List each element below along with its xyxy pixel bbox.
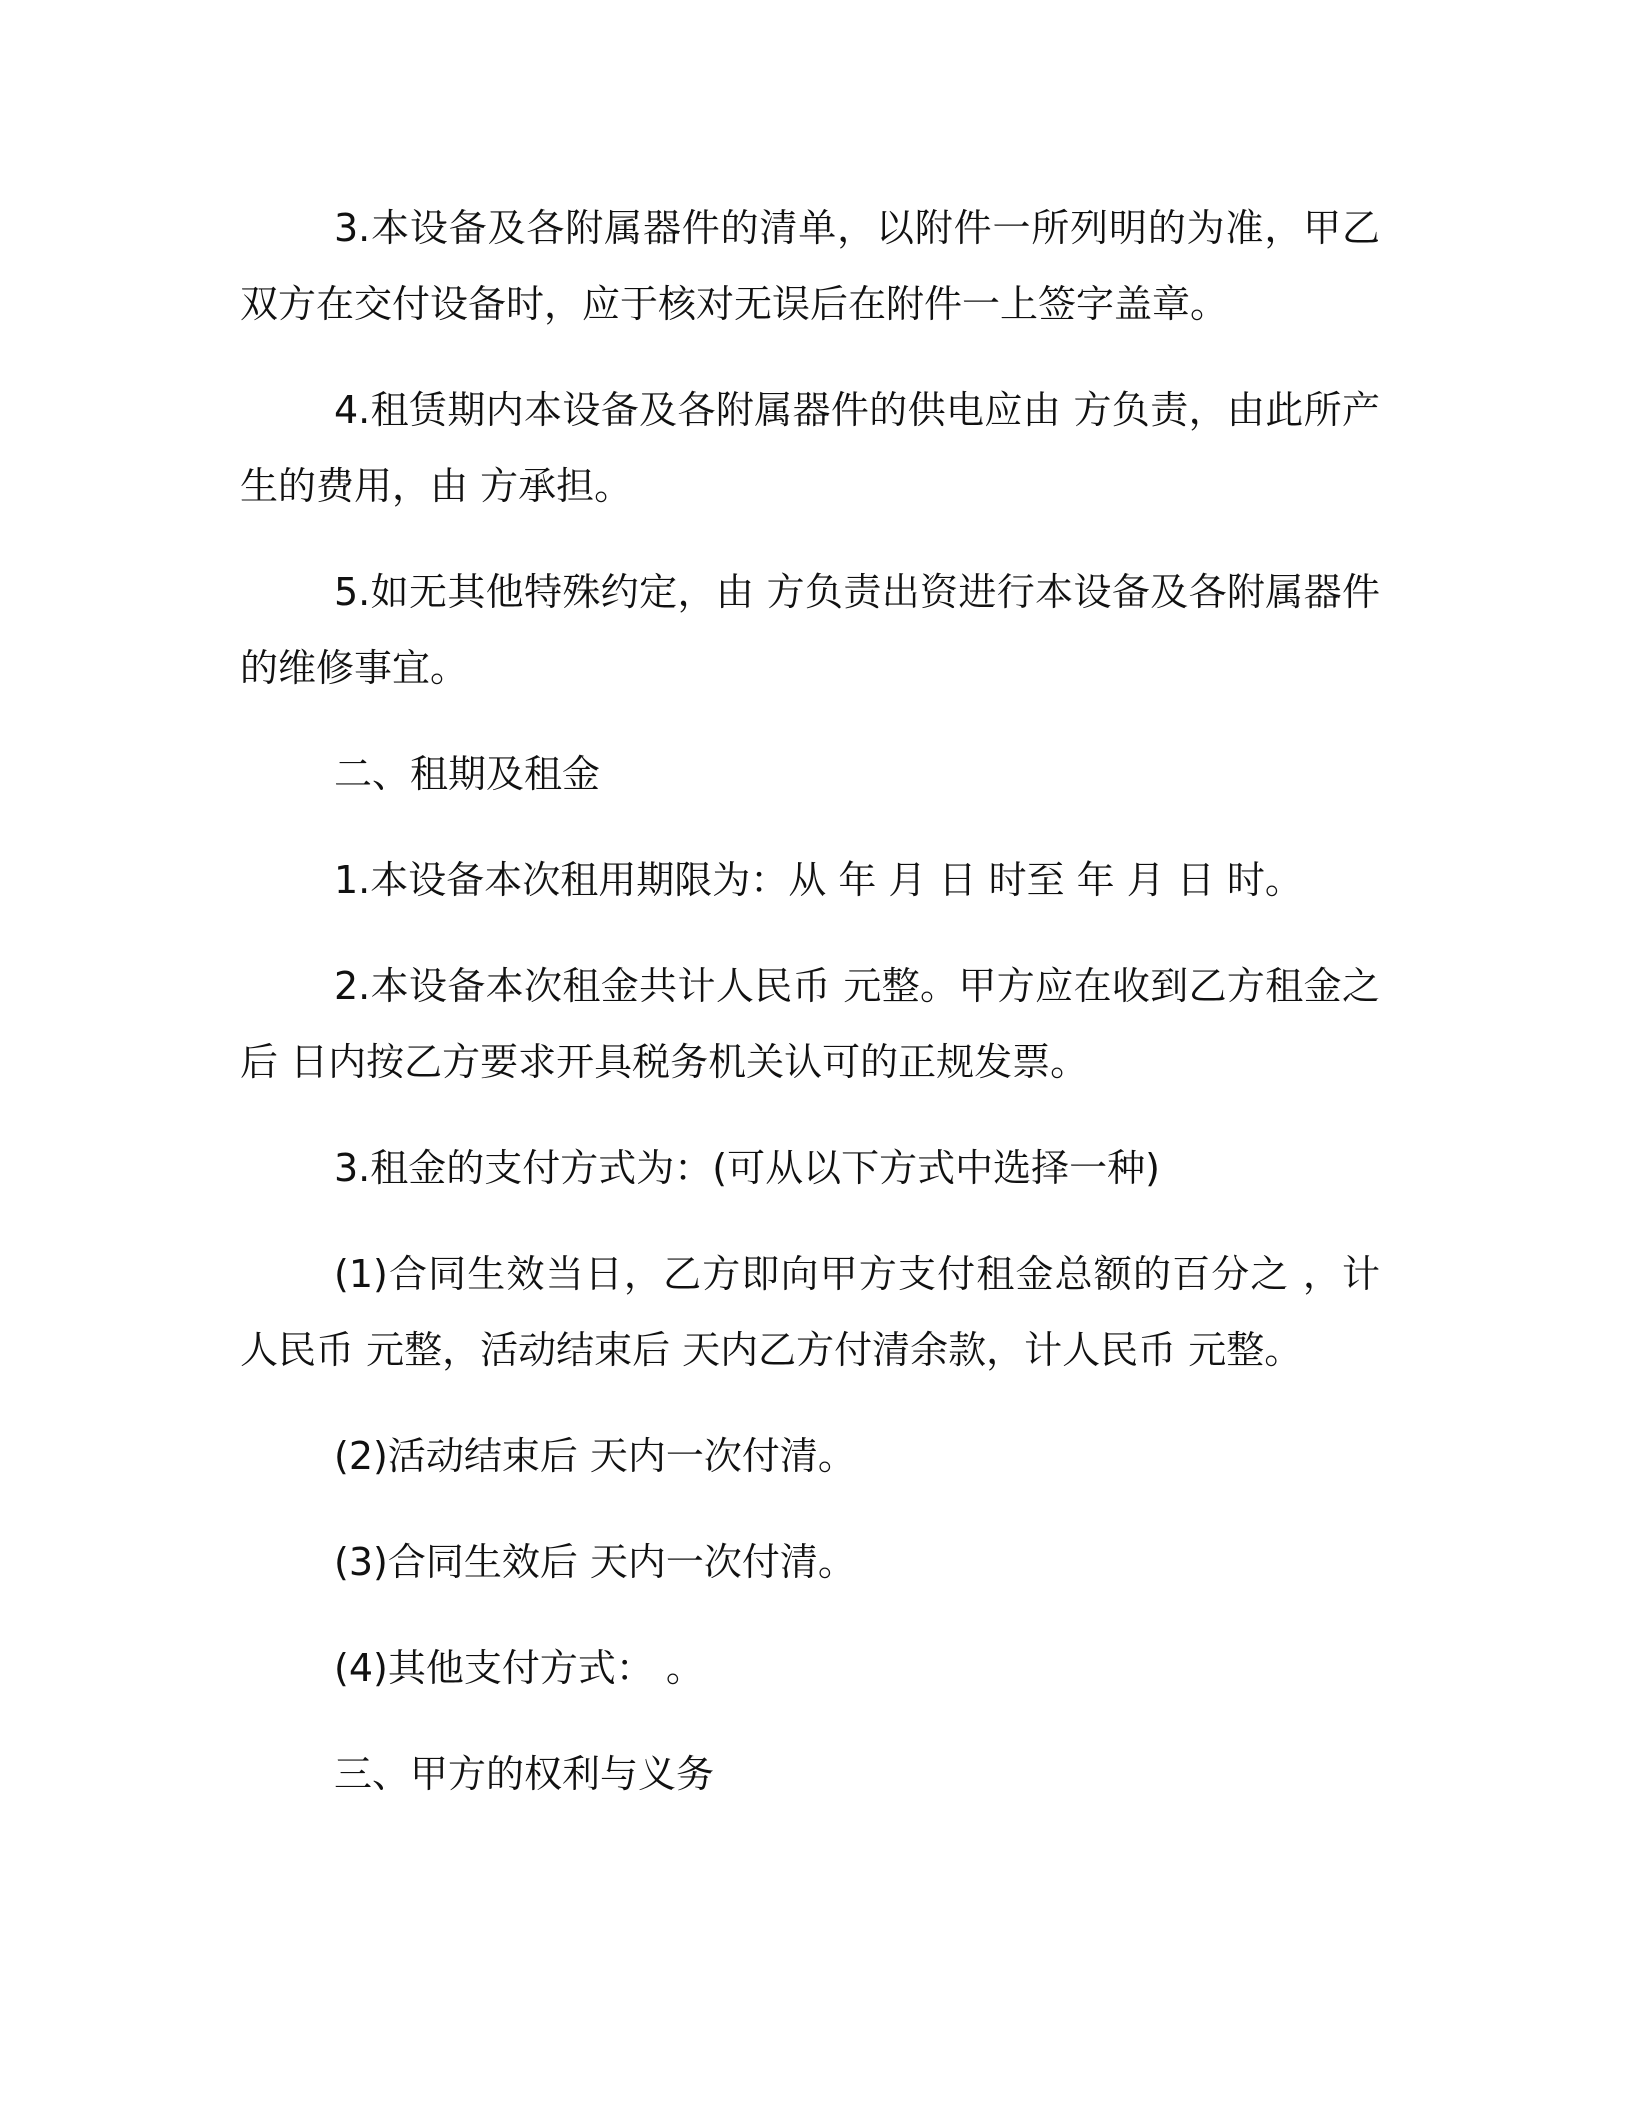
payment-option-1: (1)合同生效当日，乙方即向甲方支付租金总额的百分之 ，计人民币 元整，活动结束后 天内乙方付清余款，计人民币 元整。 (240, 1252, 1380, 1372)
clause-3-equipment-list: 3.本设备及各附属器件的清单，以附件一所列明的为准，甲乙双方在交付设备时，应于核对无误后在附件一上签字盖章。 (240, 206, 1380, 326)
clause-3-payment-method: 3.租金的支付方式为：(可从以下方式中选择一种) (334, 1146, 1160, 1190)
payment-option-2: (2)活动结束后 天内一次付清。 (334, 1434, 856, 1478)
clause-2-rent-amount: 2.本设备本次租金共计人民币 元整。甲方应在收到乙方租金之后 日内按乙方要求开具税务机关认可的正规发票。 (240, 964, 1380, 1084)
clause-5-maintenance: 5.如无其他特殊约定，由 方负责出资进行本设备及各附属器件的维修事宜。 (240, 570, 1380, 690)
section-heading-party-a-rights: 三、甲方的权利与义务 (334, 1752, 715, 1796)
payment-option-4: (4)其他支付方式： 。 (334, 1646, 704, 1690)
payment-option-3: (3)合同生效后 天内一次付清。 (334, 1540, 856, 1584)
clause-1-rental-period: 1.本设备本次租用期限为：从 年 月 日 时至 年 月 日 时。 (334, 858, 1303, 902)
document-page (240, 190, 1380, 1812)
section-heading-term-and-rent: 二、租期及租金 (334, 752, 601, 796)
clause-4-power-supply: 4.租赁期内本设备及各附属器件的供电应由 方负责，由此所产生的费用，由 方承担。 (240, 388, 1380, 508)
